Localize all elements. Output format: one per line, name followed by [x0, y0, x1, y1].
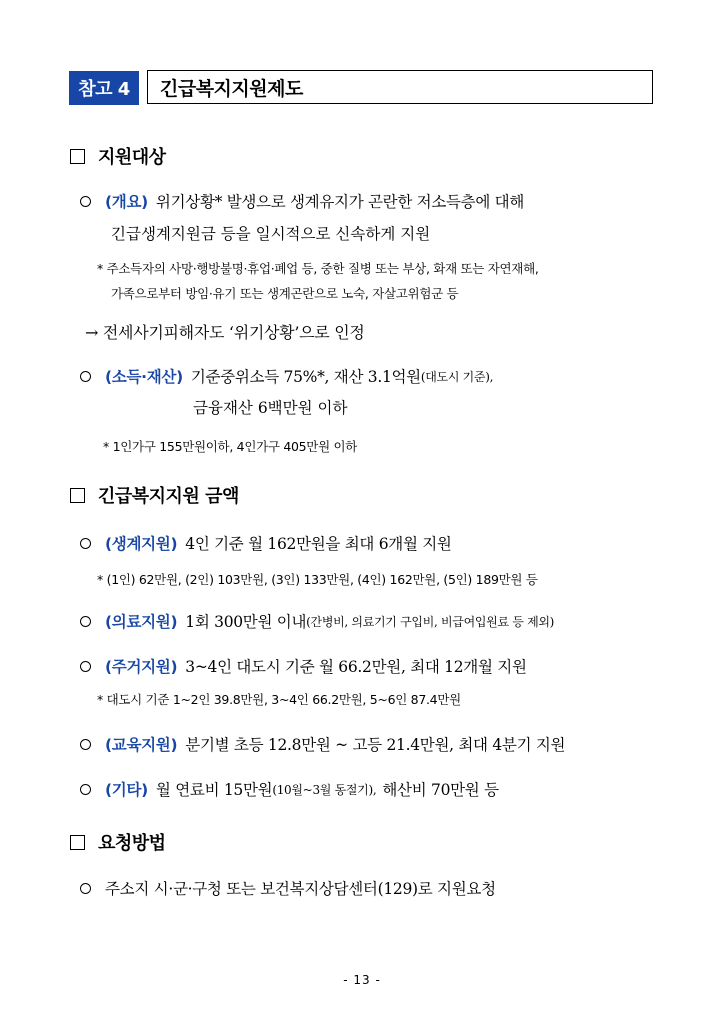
- living-text: 4인 기준 월 162만원을 최대 6개월 지원: [185, 535, 452, 553]
- overview-note-2: 가족으로부터 방임·유기 또는 생계곤란으로 노숙, 자살고위험군 등: [111, 286, 459, 301]
- request-text: 주소지 시·군·구청 또는 보건복지상담센터(129)로 지원요청: [105, 880, 496, 898]
- page-title: [147, 70, 653, 104]
- circle-bullet-icon: [80, 784, 91, 795]
- housing-text: 3~4인 대도시 기준 월 66.2만원, 최대 12개월 지원: [185, 658, 527, 676]
- housing-label: (주거지원): [105, 658, 178, 676]
- income-text-2: 금융재산 6백만원 이하: [193, 399, 348, 417]
- etc-small: (10월~3월 동절기),: [272, 782, 377, 797]
- etc-label: (기타): [105, 781, 148, 799]
- section-title: 지원대상: [98, 147, 166, 168]
- education-text: 분기별 초등 12.8만원 ~ 고등 21.4만원, 최대 4분기 지원: [185, 736, 566, 754]
- overview-label: (개요): [105, 193, 148, 211]
- income-small: (대도시 기준),: [420, 369, 494, 384]
- etc-text: 월 연료비 15만원: [155, 781, 273, 799]
- arrow-note: → 전세사기피해자도 ‘위기상황’으로 인정: [85, 323, 365, 342]
- income-item: [80, 365, 493, 387]
- section-amount-heading: [70, 482, 239, 508]
- page-number: - 13 -: [343, 973, 381, 987]
- overview-note: * 주소득자의 사망·행방불명·휴업·폐업 등, 중한 질병 또는 부상, 화재 또는 자연재해,: [97, 261, 539, 276]
- etc-text-2: 해산비 70만원 등: [382, 781, 499, 799]
- circle-bullet-icon: [80, 883, 91, 894]
- overview-text: 위기상황* 발생으로 생계유지가 곤란한 저소득층에 대해: [155, 193, 524, 211]
- medical-text: 1회 300만원 이내: [185, 613, 307, 631]
- etc-item: [80, 778, 499, 800]
- housing-item: [80, 655, 527, 677]
- medical-item: [80, 610, 554, 632]
- circle-bullet-icon: [80, 661, 91, 672]
- income-note: * 1인가구 155만원이하, 4인가구 405만원 이하: [103, 439, 358, 454]
- section-target-heading: [70, 143, 166, 169]
- education-item: [80, 733, 565, 755]
- title-text: 긴급복지지원제도: [160, 77, 303, 100]
- circle-bullet-icon: [80, 616, 91, 627]
- income-label: (소득·재산): [105, 368, 183, 386]
- request-item: [80, 877, 496, 899]
- circle-bullet-icon: [80, 371, 91, 382]
- medical-small: (간병비, 의료기기 구입비, 비급여입원료 등 제외): [306, 614, 555, 629]
- square-bullet-icon: [70, 488, 85, 503]
- housing-note: * 대도시 기준 1~2인 39.8만원, 3~4인 66.2만원, 5~6인 87.4만원: [97, 692, 461, 707]
- section-title: 요청방법: [98, 833, 166, 854]
- appendix-tag: 참고 4: [69, 71, 139, 105]
- overview-item: [80, 190, 524, 212]
- square-bullet-icon: [70, 835, 85, 850]
- medical-label: (의료지원): [105, 613, 178, 631]
- living-note: * (1인) 62만원, (2인) 103만원, (3인) 133만원, (4인) 162만원, (5인) 189만원 등: [97, 572, 538, 587]
- overview-text-2: 긴급생계지원금 등을 일시적으로 신속하게 지원: [111, 225, 431, 243]
- income-text: 기준중위소득 75%*, 재산 3.1억원: [190, 368, 421, 386]
- circle-bullet-icon: [80, 196, 91, 207]
- section-request-heading: [70, 829, 166, 855]
- circle-bullet-icon: [80, 739, 91, 750]
- education-label: (교육지원): [105, 736, 178, 754]
- section-title: 긴급복지지원 금액: [98, 486, 239, 507]
- circle-bullet-icon: [80, 538, 91, 549]
- living-label: (생계지원): [105, 535, 178, 553]
- living-item: [80, 532, 452, 554]
- square-bullet-icon: [70, 149, 85, 164]
